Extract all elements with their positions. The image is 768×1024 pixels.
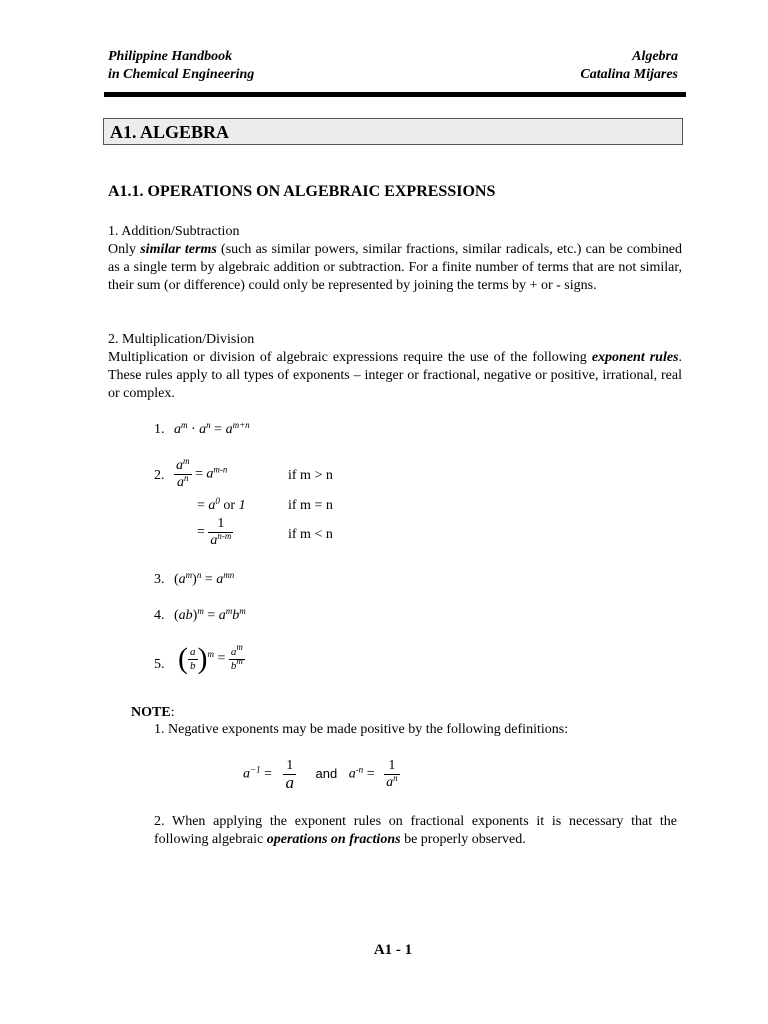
note-label-text: NOTE xyxy=(131,705,171,720)
rule-2-cond2: if m = n xyxy=(288,498,333,513)
rule-4: 4. $(ab)^m = a^mb^m$ xyxy=(154,606,246,623)
item1-text-before: Only xyxy=(108,242,141,257)
rule-3-number: 3. xyxy=(154,572,165,587)
item2-paragraph xyxy=(108,349,682,403)
item2-heading: 2. Multiplication/Division xyxy=(108,332,255,347)
item1-bold: similar terms xyxy=(140,242,217,257)
header-handbook: Philippine Handbook xyxy=(108,49,233,64)
header-right xyxy=(580,48,678,84)
note-point2-after: be properly observed. xyxy=(400,832,526,847)
rule-2-line2: = $a^0$ or 1 xyxy=(197,496,246,513)
rule-1: 1. $a^m \cdot a^n = a^{m+n}$ xyxy=(154,420,250,437)
item1-heading: 1. Addition/Subtraction xyxy=(108,224,240,239)
rule-5-number: 5. xyxy=(154,657,165,672)
rule-2-line1: $\frac{a^m}{a^n}$ = $a^{m-n}$ xyxy=(176,456,228,490)
rule-2-line3: = $\frac{1}{a^{n-m}}$ xyxy=(197,516,232,548)
chapter-title-box xyxy=(103,118,683,145)
rule-3: 3. $(a^m)^n = a^{mn}$ xyxy=(154,570,235,587)
header-topic: Algebra xyxy=(632,49,678,64)
rule-2-cond3: if m < n xyxy=(288,527,333,542)
item2-text-after: . These rules apply to all types of exponents – integer or fractional, negative or positive, irrational, real or complex. xyxy=(108,350,682,401)
note-definitions: $a^{-1}$ = $\frac{1}{a}$ and $a^{-n}$ = $\frac{1}{a^n}$ xyxy=(243,758,398,792)
note-point2 xyxy=(154,813,677,849)
rule-2-or: or xyxy=(223,498,236,513)
rule-4-number: 4. xyxy=(154,608,165,623)
item2-text-before: Multiplication or division of algebraic expressions require the use of the following xyxy=(108,350,592,365)
header-author: Catalina Mijares xyxy=(580,67,678,82)
header-rule xyxy=(104,92,686,97)
rule-1-number: 1. xyxy=(154,422,165,437)
item1-text-after: (such as similar powers, similar fractions, similar radicals, etc.) can be combined as a single term by algebraic addition or subtraction. For a finite number of terms that are not similar, their sum (or difference) could only be represented by joining the terms by + or - signs. xyxy=(108,242,682,293)
note-colon: : xyxy=(170,705,175,720)
rule-2-cond1: if m > n xyxy=(288,468,333,483)
note-point2-before: 2. When applying the exponent rules on fractional exponents it is necessary that the following algebraic xyxy=(154,814,677,847)
page-number: A1 - 1 xyxy=(373,942,413,958)
note-point2-bold: operations on fractions xyxy=(266,832,401,847)
chapter-title: A1. ALGEBRA xyxy=(110,122,230,142)
note-point1: 1. Negative exponents may be made positive by the following definitions: xyxy=(154,722,569,737)
note-and: and xyxy=(315,765,338,781)
rule-2-number: 2. xyxy=(154,468,165,483)
item2-bold: exponent rules xyxy=(591,350,679,365)
note-label xyxy=(131,704,175,722)
header-subject: in Chemical Engineering xyxy=(108,67,255,82)
header-left xyxy=(108,48,254,84)
section-title: A1.1. OPERATIONS ON ALGEBRAIC EXPRESSIONS xyxy=(108,183,496,200)
item1-paragraph xyxy=(108,241,682,295)
rule-5-expression: ( $\frac{a}{b}$ )$^m$ = $\frac{a^m}{b^m}$ xyxy=(178,641,243,675)
